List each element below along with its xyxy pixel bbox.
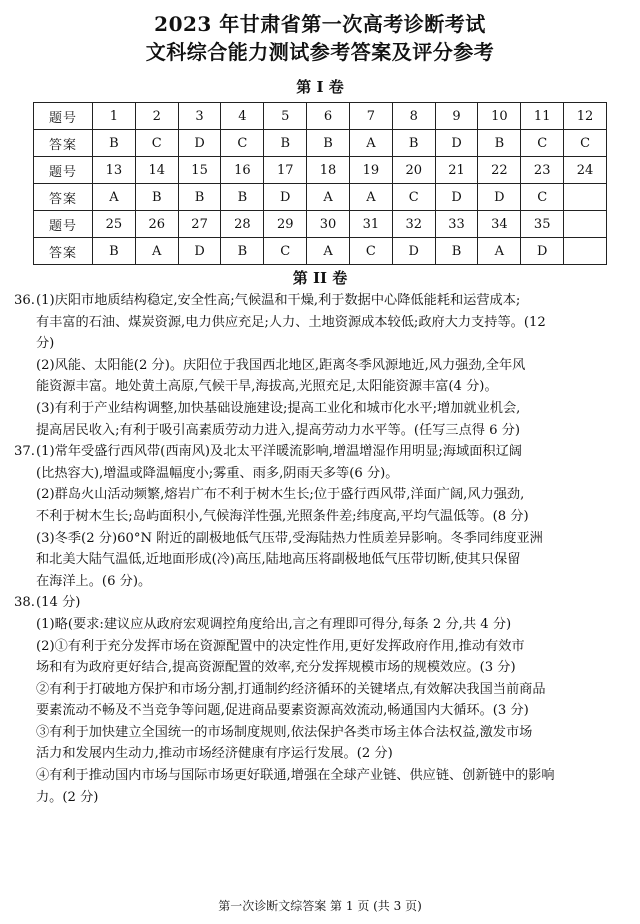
- question-number-cell: 9: [435, 103, 478, 130]
- answer-cell: D: [435, 184, 478, 211]
- answer-cell: B: [221, 184, 264, 211]
- answer-line: 分): [36, 336, 55, 352]
- question-number-cell: 27: [178, 211, 221, 238]
- answer-line: ④有利于推动国内市场与国际市场更好联通,增强在全球产业链、供应链、创新链中的影响: [36, 768, 555, 784]
- row-label: 答案: [34, 238, 93, 265]
- row-label: 题号: [34, 157, 93, 184]
- question-number-cell: 23: [521, 157, 564, 184]
- answer-cell: C: [349, 238, 392, 265]
- answer-cell: D: [178, 130, 221, 157]
- answer-line: 和北美大陆气温低,近地面形成(冷)高压,陆地高压将副极地低气压带切断,使其只保留: [36, 552, 521, 568]
- answer-line: (2)风能、太阳能(2 分)。庆阳位于我国西北地区,距离冬季风源地近,风力强劲,全年风: [36, 357, 526, 373]
- question-number-cell: 7: [349, 103, 392, 130]
- answer-cell: B: [178, 184, 221, 211]
- answer-cell: D: [392, 238, 435, 265]
- row-label: 题号: [34, 211, 93, 238]
- title-line-1: 2023 年甘肃省第一次高考诊断考试: [154, 12, 486, 36]
- answer-cell: B: [93, 238, 136, 265]
- question-number: 37.: [14, 444, 35, 460]
- answer-line: 提高居民收入;有利于吸引高素质劳动力进入,提高劳动力水平等。(任写三点得 6 分): [36, 422, 521, 438]
- title-line-2: 文科综合能力测试参考答案及评分参考: [145, 40, 495, 64]
- answer-line: (3)有利于产业结构调整,加快基础设施建设;提高工业化和城市化水平;增加就业机会,: [36, 400, 521, 416]
- question-number-cell: 2: [135, 103, 178, 130]
- answer-line: 能资源丰富。地处黄土高原,气候干旱,海拔高,光照充足,太阳能资源丰富(4 分)。: [36, 379, 498, 395]
- answer-cell: A: [307, 184, 350, 211]
- answer-line: (3)冬季(2 分)60°N 附近的副极地低气压带,受海陆热力性质差异影响。冬季同纬度亚洲: [36, 530, 543, 546]
- question-number-cell: 31: [349, 211, 392, 238]
- table-row: [34, 103, 607, 130]
- answer-cell: B: [221, 238, 264, 265]
- answer-cell: A: [349, 130, 392, 157]
- answer-line: 有丰富的石油、煤炭资源,电力供应充足;人力、土地资源成本较低;政府大力支持等。(12: [36, 314, 546, 330]
- question-number-cell: 34: [478, 211, 521, 238]
- section-2-title: 第 II 卷: [292, 269, 348, 287]
- table-row: [34, 211, 607, 238]
- table-row: [34, 157, 607, 184]
- answer-cell: D: [521, 238, 564, 265]
- question-number: 38.: [14, 595, 35, 611]
- answer-cell: A: [93, 184, 136, 211]
- page-footer: 第一次诊断文综答案 第 1 页 (共 3 页): [218, 899, 422, 913]
- answer-line: 不利于树木生长;岛屿面积小,气候海洋性强,光照条件差;纬度高,平均气温低等。(8 分): [36, 508, 529, 524]
- table-row: [34, 238, 607, 265]
- question-36: [14, 290, 626, 441]
- question-number-cell: 19: [349, 157, 392, 184]
- answer-line: 活力和发展内生动力,推动市场经济健康有序运行发展。(2 分): [36, 746, 393, 762]
- answer-table: [33, 102, 607, 265]
- answer-cell: D: [264, 184, 307, 211]
- answer-content: [14, 290, 626, 808]
- answer-line: (14 分): [36, 595, 81, 611]
- answer-cell: C: [521, 184, 564, 211]
- row-label: 答案: [34, 184, 93, 211]
- question-number-cell: 10: [478, 103, 521, 130]
- answer-cell: C: [221, 130, 264, 157]
- answer-cell: A: [135, 238, 178, 265]
- question-number-cell: 11: [521, 103, 564, 130]
- row-label: 题号: [34, 103, 93, 130]
- question-number-cell: 17: [264, 157, 307, 184]
- row-label: 答案: [34, 130, 93, 157]
- answer-line: (1)常年受盛行西风带(西南风)及北太平洋暖流影响,增温增湿作用明显;海域面积辽阔: [36, 444, 522, 460]
- answer-line: ②有利于打破地方保护和市场分割,打通制约经济循环的关键堵点,有效解决我国当前商品: [36, 681, 546, 697]
- answer-cell: B: [264, 130, 307, 157]
- answer-cell: B: [392, 130, 435, 157]
- answer-line: 要素流动不畅及不当竞争等问题,促进商品要素资源高效流动,畅通国内大循环。(3 分): [36, 703, 529, 719]
- question-number-cell: 30: [307, 211, 350, 238]
- answer-cell: D: [178, 238, 221, 265]
- section-1-title: 第 I 卷: [296, 78, 344, 96]
- answer-line: (1)庆阳市地质结构稳定,安全性高;气候温和干燥,利于数据中心降低能耗和运营成本;: [36, 293, 521, 308]
- answer-cell: C: [521, 130, 564, 157]
- answer-line: (1)略(要求:建议应从政府宏观调控角度给出,言之有理即可得分,每条 2 分,共 4 分): [36, 616, 512, 632]
- question-number-cell: 22: [478, 157, 521, 184]
- question-number-cell: 12: [564, 103, 607, 130]
- question-number-cell: 6: [307, 103, 350, 130]
- question-38: [14, 592, 626, 808]
- answer-cell: B: [93, 130, 136, 157]
- answer-line: 力。(2 分): [36, 789, 99, 805]
- answer-line: (2)群岛火山活动频繁,熔岩广布不利于树木生长;位于盛行西风带,洋面广阔,风力强劲,: [36, 487, 525, 503]
- question-number-cell: [564, 211, 607, 238]
- answer-cell: D: [435, 130, 478, 157]
- question-number-cell: 25: [93, 211, 136, 238]
- question-number-cell: 35: [521, 211, 564, 238]
- answer-line: 在海洋上。(6 分)。: [36, 573, 152, 589]
- question-37: [14, 441, 626, 592]
- answer-cell: C: [564, 130, 607, 157]
- table-row: [34, 130, 607, 157]
- table-row: [34, 184, 607, 211]
- question-number-cell: 29: [264, 211, 307, 238]
- question-number-cell: 8: [392, 103, 435, 130]
- question-number-cell: 20: [392, 157, 435, 184]
- answer-cell: B: [135, 184, 178, 211]
- question-number-cell: 28: [221, 211, 264, 238]
- answer-line: ③有利于加快建立全国统一的市场制度规则,依法保护各类市场主体合法权益,激发市场: [36, 724, 533, 740]
- question-number-cell: 14: [135, 157, 178, 184]
- question-number-cell: 32: [392, 211, 435, 238]
- answer-cell: B: [307, 130, 350, 157]
- answer-cell: [564, 184, 607, 211]
- answer-line: (比热容大),增温或降温幅度小;雾重、雨多,阴雨天多等(6 分)。: [36, 465, 399, 481]
- answer-cell: A: [349, 184, 392, 211]
- answer-cell: D: [478, 184, 521, 211]
- question-number-cell: 15: [178, 157, 221, 184]
- question-number-cell: 26: [135, 211, 178, 238]
- answer-cell: [564, 238, 607, 265]
- answer-cell: B: [478, 130, 521, 157]
- answer-cell: A: [478, 238, 521, 265]
- answer-cell: C: [135, 130, 178, 157]
- question-number-cell: 21: [435, 157, 478, 184]
- answer-line: 场和有为政府更好结合,提高资源配置的效率,充分发挥规模市场的规模效应。(3 分): [36, 660, 516, 676]
- answer-line: (2)①有利于充分发挥市场在资源配置中的决定性作用,更好发挥政府作用,推动有效市: [36, 638, 525, 654]
- question-number-cell: 24: [564, 157, 607, 184]
- question-number-cell: 18: [307, 157, 350, 184]
- question-number-cell: 5: [264, 103, 307, 130]
- question-number: 36.: [14, 293, 35, 308]
- answer-cell: B: [435, 238, 478, 265]
- question-number-cell: 33: [435, 211, 478, 238]
- question-number-cell: 4: [221, 103, 264, 130]
- answer-cell: C: [392, 184, 435, 211]
- question-number-cell: 3: [178, 103, 221, 130]
- answer-cell: A: [307, 238, 350, 265]
- question-number-cell: 16: [221, 157, 264, 184]
- answer-cell: C: [264, 238, 307, 265]
- question-number-cell: 13: [93, 157, 136, 184]
- question-number-cell: 1: [93, 103, 136, 130]
